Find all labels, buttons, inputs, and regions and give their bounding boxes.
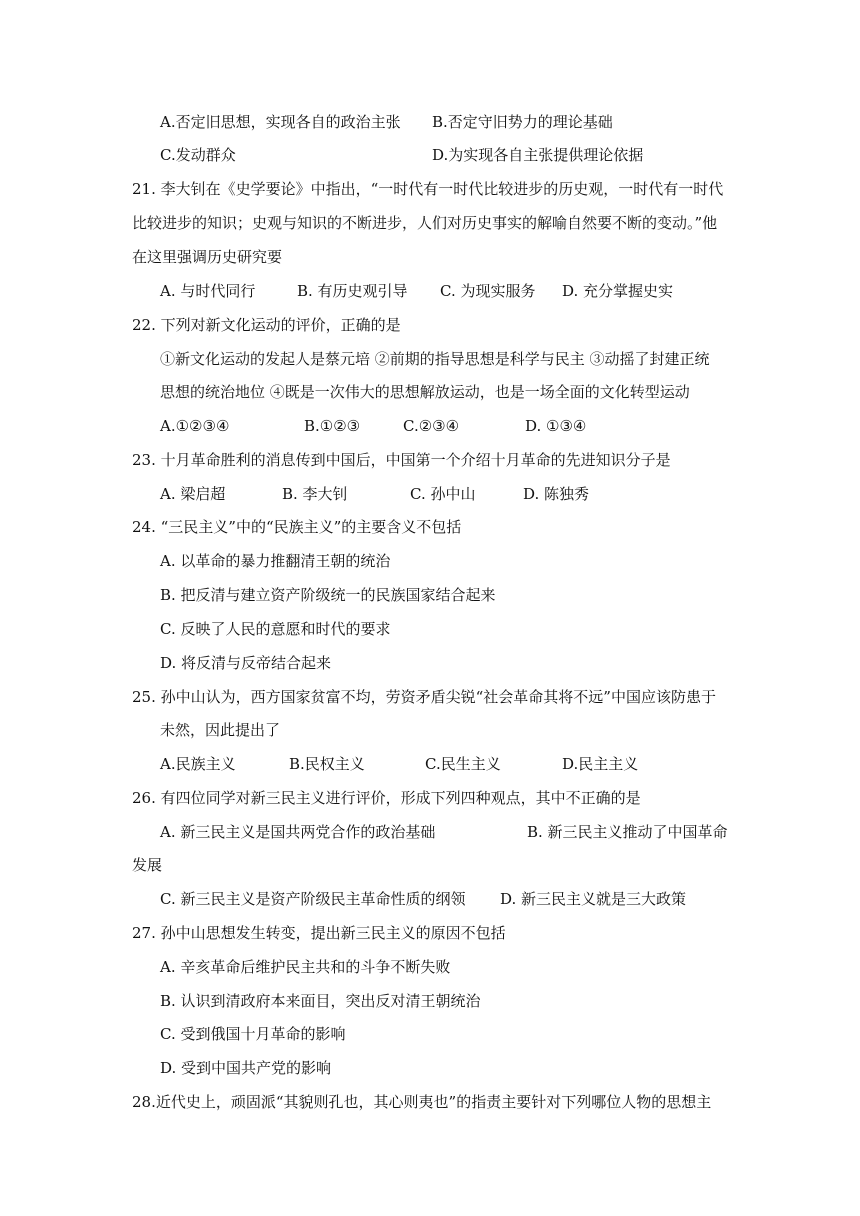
q25-option-d: D.民主主义 — [562, 755, 639, 773]
q22-option-d: D. ①③④ — [525, 417, 587, 435]
q23-stem: 23. 十月革命胜利的消息传到中国后，中国第一个介绍十月革命的先进知识分子是 — [132, 451, 671, 469]
q21-option-a: A. 与时代同行 — [160, 282, 256, 300]
q27-option-b: B. 认识到清政府本来面目，突出反对清王朝统治 — [160, 992, 481, 1010]
q22-option-b: B.①②③ — [304, 417, 361, 435]
q23-option-a: A. 梁启超 — [160, 485, 226, 503]
q24-option-b: B. 把反清与建立资产阶级统一的民族国家结合起来 — [160, 586, 496, 604]
q27-option-d: D. 受到中国共产党的影响 — [160, 1059, 332, 1077]
q20-option-d: D.为实现各自主张提供理论依据 — [432, 146, 644, 164]
q21-stem-line2: 比较进步的知识；史观与知识的不断进步，人们对历史事实的解喻自然要不断的变动。”他 — [132, 214, 718, 232]
q28-stem: 28.近代史上，顽固派“其貌则孔也，其心则夷也”的指责主要针对下列哪位人物的思想主 — [132, 1093, 712, 1111]
q21-option-c: C. 为现实服务 — [440, 282, 536, 300]
q26-option-d: D. 新三民主义就是三大政策 — [500, 890, 687, 908]
q25-option-b: B.民权主义 — [289, 755, 365, 773]
q25-option-a: A.民族主义 — [160, 755, 236, 773]
q23-option-b: B. 李大钊 — [282, 485, 348, 503]
q26-option-b: B. 新三民主义推动了中国革命 — [527, 823, 728, 841]
q20-option-c: C.发动群众 — [160, 146, 236, 164]
q25-stem-line2: 未然，因此提出了 — [160, 721, 281, 739]
q27-option-a: A. 辛亥革命后维护民主共和的斗争不断失败 — [160, 958, 451, 976]
q20-option-b: B.否定守旧势力的理论基础 — [432, 113, 613, 131]
q25-option-c: C.民生主义 — [425, 755, 501, 773]
q22-statements-line2: 思想的统治地位 ④既是一次伟大的思想解放运动，也是一场全面的文化转型运动 — [160, 383, 690, 401]
q21-stem-line3: 在这里强调历史研究要 — [132, 248, 283, 266]
q22-option-c: C.②③④ — [403, 417, 460, 435]
q27-stem: 27. 孙中山思想发生转变，提出新三民主义的原因不包括 — [132, 924, 506, 942]
q23-option-c: C. 孙中山 — [410, 485, 476, 503]
q24-option-c: C. 反映了人民的意愿和时代的要求 — [160, 620, 391, 638]
q22-stem: 22. 下列对新文化运动的评价，正确的是 — [132, 316, 401, 334]
q22-statements-line1: ①新文化运动的发起人是蔡元培 ②前期的指导思想是科学与民主 ③动摇了封建正统 — [160, 350, 710, 368]
q27-option-c: C. 受到俄国十月革命的影响 — [160, 1025, 346, 1043]
q24-option-a: A. 以革命的暴力推翻清王朝的统治 — [160, 552, 391, 570]
q26-option-b-wrap: 发展 — [132, 856, 163, 874]
q24-stem: 24. “三民主义”中的“民族主义”的主要含义不包括 — [132, 518, 462, 536]
q21-option-b: B. 有历史观引导 — [297, 282, 408, 300]
q26-option-c: C. 新三民主义是资产阶级民主革命性质的纲领 — [160, 890, 466, 908]
q24-option-d: D. 将反清与反帝结合起来 — [160, 654, 332, 672]
q26-stem: 26. 有四位同学对新三民主义进行评价，形成下列四种观点，其中不正确的是 — [132, 789, 641, 807]
q26-option-a: A. 新三民主义是国共两党合作的政治基础 — [160, 823, 436, 841]
q20-option-a: A.否定旧思想，实现各自的政治主张 — [160, 113, 401, 131]
q21-option-d: D. 充分掌握史实 — [562, 282, 674, 300]
q23-option-d: D. 陈独秀 — [523, 485, 590, 503]
q22-option-a: A.①②③④ — [160, 417, 230, 435]
q21-stem-line1: 21. 李大钊在《史学要论》中指出，“一时代有一时代比较进步的历史观，一时代有一时代 — [132, 180, 724, 198]
q25-stem-line1: 25. 孙中山认为，西方国家贫富不均，劳资矛盾尖锐“社会革命其将不远”中国应该防患于 — [132, 688, 716, 706]
